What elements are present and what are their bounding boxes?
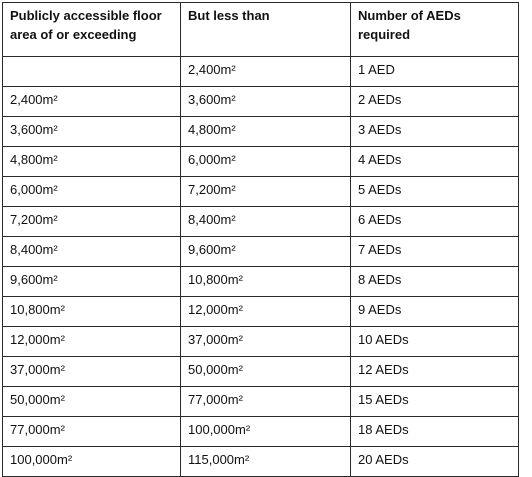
cell-aeds-required: 10 AEDs: [351, 327, 519, 357]
cell-aeds-required: 3 AEDs: [351, 117, 519, 147]
cell-floor-area-min: 4,800m²: [3, 147, 181, 177]
aed-requirements-table: [2, 2, 519, 477]
table-row: [3, 267, 519, 297]
cell-aeds-required: 20 AEDs: [351, 447, 519, 477]
table-row: [3, 417, 519, 447]
cell-floor-area-min: 10,800m²: [3, 297, 181, 327]
cell-aeds-required: 7 AEDs: [351, 237, 519, 267]
cell-floor-area-min: [3, 57, 181, 87]
table-row: [3, 297, 519, 327]
cell-floor-area-max: 100,000m²: [181, 417, 351, 447]
cell-floor-area-max: 77,000m²: [181, 387, 351, 417]
cell-floor-area-min: 50,000m²: [3, 387, 181, 417]
cell-floor-area-max: 3,600m²: [181, 87, 351, 117]
aed-requirements-table-container: [2, 2, 519, 477]
cell-aeds-required: 4 AEDs: [351, 147, 519, 177]
cell-floor-area-min: 3,600m²: [3, 117, 181, 147]
header-floor-area-min: Publicly accessible floor area of or exceeding: [3, 3, 181, 57]
cell-aeds-required: 15 AEDs: [351, 387, 519, 417]
cell-floor-area-max: 4,800m²: [181, 117, 351, 147]
table-row: [3, 447, 519, 477]
cell-floor-area-min: 77,000m²: [3, 417, 181, 447]
cell-floor-area-min: 9,600m²: [3, 267, 181, 297]
header-floor-area-max: But less than: [181, 3, 351, 57]
cell-floor-area-max: 6,000m²: [181, 147, 351, 177]
cell-floor-area-max: 10,800m²: [181, 267, 351, 297]
table-row: [3, 117, 519, 147]
cell-floor-area-min: 7,200m²: [3, 207, 181, 237]
header-row: [3, 3, 519, 57]
cell-floor-area-max: 12,000m²: [181, 297, 351, 327]
table-row: [3, 237, 519, 267]
cell-aeds-required: 18 AEDs: [351, 417, 519, 447]
cell-aeds-required: 1 AED: [351, 57, 519, 87]
table-body: [3, 57, 519, 477]
cell-floor-area-max: 37,000m²: [181, 327, 351, 357]
cell-floor-area-min: 12,000m²: [3, 327, 181, 357]
table-row: [3, 207, 519, 237]
cell-aeds-required: 6 AEDs: [351, 207, 519, 237]
cell-floor-area-min: 37,000m²: [3, 357, 181, 387]
table-row: [3, 357, 519, 387]
cell-aeds-required: 2 AEDs: [351, 87, 519, 117]
table-row: [3, 147, 519, 177]
table-row: [3, 177, 519, 207]
cell-floor-area-min: 100,000m²: [3, 447, 181, 477]
cell-aeds-required: 9 AEDs: [351, 297, 519, 327]
table-row: [3, 387, 519, 417]
cell-floor-area-min: 6,000m²: [3, 177, 181, 207]
cell-floor-area-max: 2,400m²: [181, 57, 351, 87]
cell-floor-area-min: 8,400m²: [3, 237, 181, 267]
cell-floor-area-max: 7,200m²: [181, 177, 351, 207]
cell-aeds-required: 8 AEDs: [351, 267, 519, 297]
cell-floor-area-max: 115,000m²: [181, 447, 351, 477]
cell-floor-area-min: 2,400m²: [3, 87, 181, 117]
cell-floor-area-max: 9,600m²: [181, 237, 351, 267]
table-row: [3, 87, 519, 117]
cell-aeds-required: 5 AEDs: [351, 177, 519, 207]
cell-floor-area-max: 8,400m²: [181, 207, 351, 237]
header-aeds-required: Number of AEDs required: [351, 3, 519, 57]
table-header: [3, 3, 519, 57]
cell-floor-area-max: 50,000m²: [181, 357, 351, 387]
table-row: [3, 327, 519, 357]
cell-aeds-required: 12 AEDs: [351, 357, 519, 387]
table-row: [3, 57, 519, 87]
